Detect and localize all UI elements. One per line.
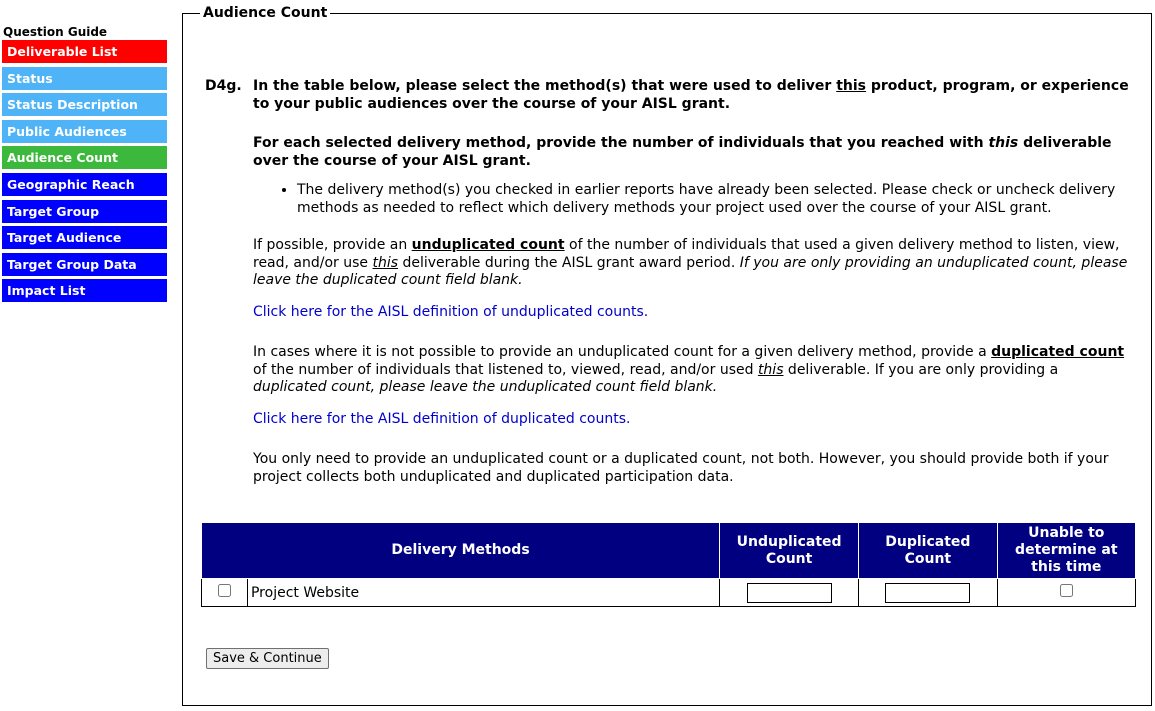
unduplicated-cell — [720, 579, 859, 607]
sidebar-item-geographic-reach[interactable]: Geographic Reach — [2, 173, 167, 196]
question-text-2 — [253, 135, 1135, 170]
question-text-1-part-c: product, program, or experience to your public audiences over the course of your AISL grant. — [253, 78, 1129, 112]
unable-to-determine-checkbox[interactable] — [1060, 584, 1073, 597]
duplicated-definition-link[interactable]: Click here for the AISL definition of duplicated counts. — [253, 411, 631, 427]
duplicated-paragraph — [253, 344, 1135, 397]
sidebar-item-audience-count[interactable]: Audience Count — [2, 146, 167, 169]
delivery-methods-table — [201, 522, 1136, 607]
question-text-1 — [253, 78, 1135, 113]
count-guidance-paragraph: You only need to provide an unduplicated count or a duplicated count, not both. However, you should provide both if your project collects both unduplicated and duplicated participation data. — [253, 451, 1109, 485]
sidebar-item-status-description[interactable]: Status Description — [2, 93, 167, 116]
question-text-2-part-c: deliverable over the course of your AISL grant. — [253, 135, 1112, 169]
question-text-2-part-a: For each selected delivery method, provide the number of individuals that you reached with — [253, 135, 989, 151]
sidebar-item-impact-list[interactable]: Impact List — [2, 279, 167, 302]
question-text-1-part-a: In the table below, please select the method(s) that were used to deliver — [253, 78, 837, 94]
unduplicated-paragraph-emphasis: this — [372, 254, 399, 271]
question-text-1-emphasis: this — [836, 78, 866, 94]
sidebar-item-target-audience[interactable]: Target Audience — [2, 226, 167, 249]
table-header-row — [202, 523, 1136, 579]
duplicated-paragraph-e: deliverable. If you are only providing a — [783, 361, 1059, 378]
duplicated-paragraph-a: In cases where it is not possible to provide an unduplicated count for a given delivery method, provide a — [253, 344, 992, 360]
duplicated-link-line — [253, 411, 1135, 429]
duplicated-cell — [859, 579, 997, 607]
duplicated-paragraph-note: duplicated count, please leave the unduplicated count field blank. — [253, 379, 718, 395]
question-text-2-emphasis: this — [988, 135, 1019, 151]
question-number: D4g. — [205, 78, 242, 94]
unduplicated-paragraph — [253, 237, 1135, 290]
instruction-bullet: • The delivery method(s) you checked in earlier reports have already been selected. Please check or uncheck delivery methods as needed to reflect which delivery methods your project used over the course of your AISL grant. — [297, 182, 1135, 217]
sidebar-item-target-group[interactable]: Target Group — [2, 200, 167, 223]
header-unduplicated-count: Unduplicated Count — [720, 523, 859, 579]
duplicated-count-input[interactable] — [885, 583, 970, 603]
unduplicated-paragraph-a: If possible, provide an — [253, 237, 412, 253]
question-guide-title: Question Guide — [3, 25, 108, 39]
question-guide-sidebar — [2, 24, 167, 306]
unduplicated-count-input[interactable] — [747, 583, 832, 603]
duplicated-paragraph-emphasis: this — [757, 361, 784, 378]
header-duplicated-count: Duplicated Count — [859, 523, 997, 579]
header-unable-to-determine: Unable to determine at this time — [997, 523, 1135, 579]
sidebar-item-deliverable-list[interactable]: Deliverable List — [2, 40, 167, 63]
instruction-list — [253, 182, 1135, 217]
unduplicated-definition-link[interactable]: Click here for the AISL definition of unduplicated counts. — [253, 304, 649, 320]
method-select-checkbox[interactable] — [218, 584, 231, 597]
unduplicated-paragraph-e: deliverable during the AISL grant award period. — [398, 254, 740, 271]
sidebar-item-public-audiences[interactable]: Public Audiences — [2, 120, 167, 143]
unduplicated-paragraph-note: If you are only providing an unduplicated count, please leave the duplicated count field blank. — [253, 254, 1128, 288]
save-continue-button[interactable]: Save & Continue — [206, 648, 329, 669]
duplicated-count-term: duplicated count — [991, 344, 1125, 360]
audience-count-fieldset — [182, 5, 1152, 706]
header-delivery-methods: Delivery Methods — [202, 523, 720, 579]
method-select-cell — [202, 579, 248, 607]
unduplicated-link-line — [253, 304, 1135, 322]
method-label-cell — [247, 579, 719, 607]
unduplicated-count-term: unduplicated count — [411, 237, 565, 253]
sidebar-item-target-group-data[interactable]: Target Group Data — [2, 253, 167, 276]
table-row — [202, 579, 1136, 607]
question-guide-nav — [2, 40, 167, 302]
unduplicated-paragraph-c: of the number of individuals that used a given delivery method to listen, view, read, and/or use — [253, 237, 1120, 271]
sidebar-item-status[interactable]: Status — [2, 67, 167, 90]
fieldset-legend: Audience Count — [200, 5, 330, 22]
method-label: Project Website — [250, 584, 360, 601]
unable-cell — [997, 579, 1135, 607]
duplicated-paragraph-c: of the number of individuals that listened to, viewed, read, and/or used — [253, 361, 758, 378]
